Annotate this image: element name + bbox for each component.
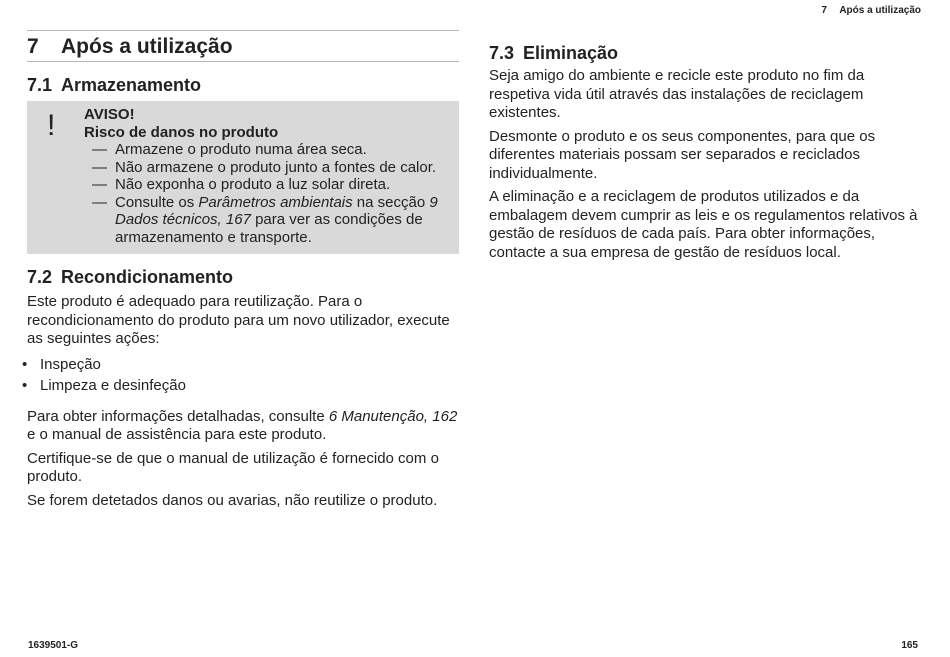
chapter-number: 7 [27, 35, 39, 58]
warning-item: — Não armazene o produto junto a fontes de calor. [92, 158, 437, 176]
warning-box [27, 101, 459, 254]
right-column [489, 40, 927, 267]
running-header [821, 5, 921, 16]
refurb-actions-list [22, 354, 459, 396]
technical-data-link[interactable]: 9 Dados técnicos, 167 [115, 193, 438, 228]
refurb-paragraph-damage: Se forem detetados danos ou avarias, não reutilize o produto. [27, 491, 438, 509]
warning-item: — Consulte os Parâmetros ambientais na secção 9 Dados técnicos, 167 para ver as condições de armazenamento e transporte. [92, 193, 438, 246]
document-id: 1639501-G [28, 640, 79, 651]
list-item: • Inspeção [22, 355, 101, 373]
section-number: 7.3 [489, 43, 515, 63]
maintenance-link[interactable]: 6 Manutenção, 162 [328, 407, 458, 425]
chapter-title-text: Após a utilização [61, 35, 233, 58]
dash-icon: — [92, 141, 107, 158]
section-number: 7.2 [27, 267, 53, 287]
bullet-icon: • [22, 355, 28, 373]
dash-icon: — [92, 176, 107, 193]
refurb-info: Para obter informações detalhadas, consulte 6 Manutenção, 162 e o manual de assistência para este produto. [27, 407, 458, 443]
environmental-parameters-link[interactable]: Parâmetros ambientais [198, 193, 353, 211]
left-column [22, 30, 459, 515]
section-title-refurbishment [27, 266, 459, 288]
disposal-paragraph-2: Desmonte o produto e os seus componentes, para que os diferentes materiais possam ser separados e reciclados individualmente. [489, 127, 876, 182]
section-title-text: Recondicionamento [61, 267, 234, 287]
section-title-text: Eliminação [523, 43, 619, 63]
disposal-paragraph-1: Seja amigo do ambiente e recicle este produto no fim da respetiva vida útil através das instalações de reciclagem existentes. [489, 67, 865, 121]
disposal-paragraph-3: A eliminação e a reciclagem de produtos utilizados e da embalagem devem cumprir as leis e os regulamentos relativos à gestão de resíduos de cada país. Para obter informações, contacte a sua empresa de gestão de resíduos local. [489, 188, 918, 261]
running-header-chapter-num: 7 [821, 5, 827, 16]
chapter-title [27, 30, 459, 62]
warning-list [84, 141, 447, 246]
section-title-storage [27, 74, 459, 96]
dash-icon: — [92, 158, 107, 176]
warning-item: — Armazene o produto numa área seca. [92, 141, 367, 158]
warning-item: — Não exponha o produto a luz solar direta. [92, 176, 391, 193]
page-number: 165 [901, 640, 918, 651]
section-title-disposal [489, 42, 927, 64]
warning-subtitle: Risco de danos no produto [84, 123, 279, 141]
dash-icon: — [92, 193, 107, 211]
section-number: 7.1 [27, 75, 53, 95]
exclamation-icon: ! [47, 109, 56, 142]
section-title-text: Armazenamento [61, 75, 202, 95]
bullet-icon: • [22, 376, 28, 394]
warning-title: AVISO! [84, 106, 135, 123]
refurb-intro: Este produto é adequado para reutilização. Para o recondicionamento do produto para um novo utilizador, execute as seguintes ações: [27, 293, 450, 347]
refurb-paragraph-manual: Certifique-se de que o manual de utilização é fornecido com o produto. [27, 449, 439, 485]
list-item: • Limpeza e desinfeção [22, 376, 186, 394]
running-header-chapter-title: Após a utilização [839, 5, 921, 16]
